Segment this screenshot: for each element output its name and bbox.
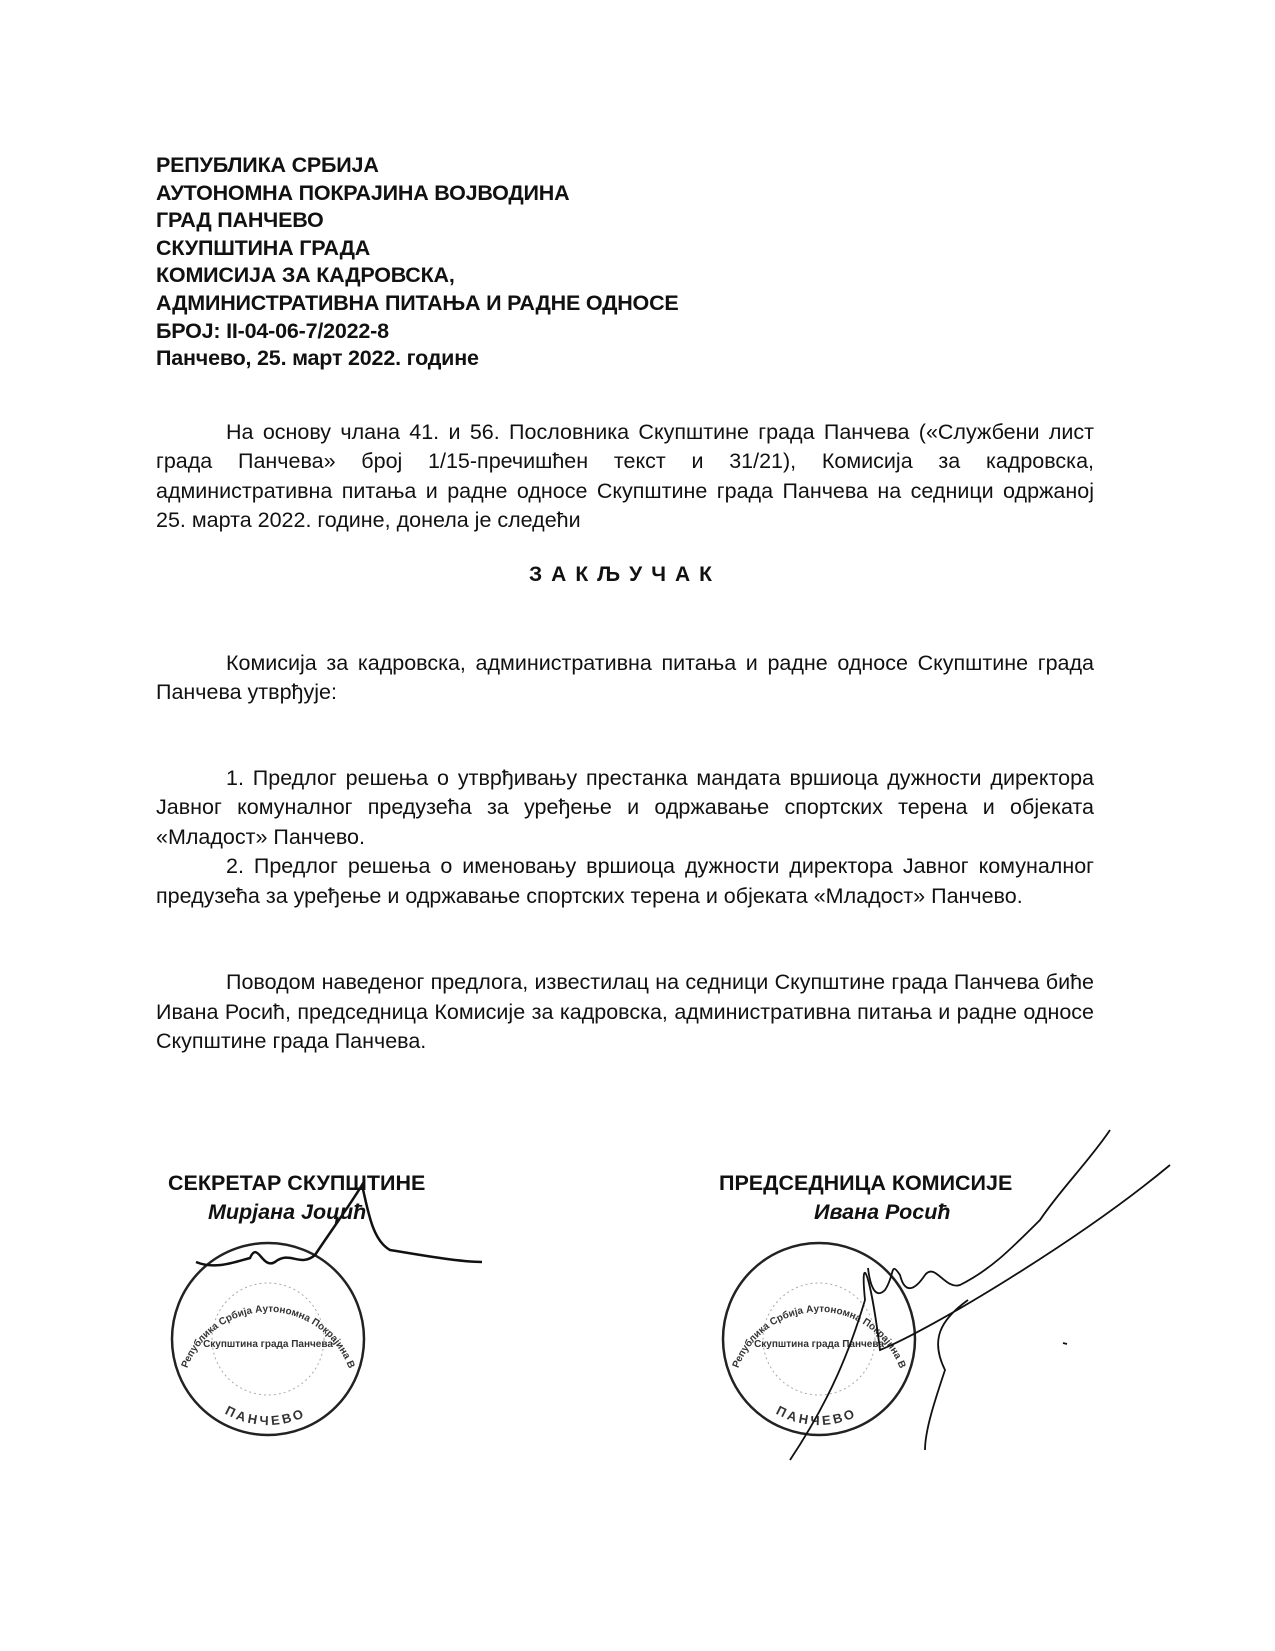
header-line: СКУПШТИНА ГРАДА (156, 235, 371, 260)
header-line: РЕПУБЛИКА СРБИЈА (156, 153, 379, 177)
official-seal-right (715, 1230, 919, 1439)
svg-text:ПАНЧЕВО (223, 1402, 308, 1428)
seal-text: Скупштина града Панчева (754, 1338, 884, 1350)
list-item-text: 1. Предлог решења о утврђивању престанка мандата вршиоца дужности директора Јавног комуналног предузећа за уређење и одржавање спортских терена и објеката «Младост» Панчево. (156, 765, 1094, 849)
list-item (156, 764, 1094, 853)
preamble-text: На основу члана 41. и 56. Пословника Скупштине града Панчева («Службени лист града Панчева» број 1/15-пречишћен текст и 31/21), Комисија за кадровска, административна питања и радне односе Скупштине града Панчева на седници одржаној 25. марта 2022. године, донела је следећи (156, 419, 1094, 533)
seal-text: Република Србија Аутономна Покрајина Војводина (715, 1230, 908, 1370)
signatory-name: Мирјана Јоцић (208, 1199, 367, 1224)
header-line: ГРАД ПАНЧЕВО (156, 208, 324, 233)
list-item-text: 2. Предлог решења о именовању вршиоца дужности директора Јавног комуналног предузећа за уређење и одржавање спортских терена и објеката «Младост» Панчево. (156, 854, 1094, 908)
preamble-paragraph (156, 418, 1094, 536)
signatory-role: ПРЕДСЕДНИЦА КОМИСИЈЕ (719, 1170, 1013, 1195)
document-number: БРОЈ: II-04-06-7/2022-8 (156, 318, 389, 343)
signatory-name: Ивана Росић (814, 1199, 951, 1224)
items-list (156, 764, 1094, 912)
svg-text:ПАНЧЕВО (774, 1402, 859, 1428)
statement-text: Комисија за кадровска, административна питања и радне односе Скупштине града Панчева утврђује: (156, 650, 1094, 705)
signature-block-secretary (164, 1169, 426, 1439)
header-line: АДМИНИСТРАТИВНА ПИТАЊА И РАДНЕ ОДНОСЕ (156, 290, 679, 315)
header-line: КОМИСИЈА ЗА КАДРОВСКА, (156, 263, 455, 288)
seal-text: ПАНЧЕВО (773, 1402, 860, 1428)
header-line: АУТОНОМНА ПОКРАЈИНА ВОЈВОДИНА (156, 180, 570, 205)
signatory-role: СЕКРЕТАР СКУПШТИНЕ (168, 1170, 426, 1195)
document-header (156, 152, 1094, 373)
document-title: ЗАКЉУЧАК (529, 562, 721, 586)
official-seal-left (164, 1230, 368, 1439)
seal-text: ПАНЧЕВО (222, 1402, 309, 1428)
signature-block-chair (715, 1169, 1013, 1439)
document-date: Панчево, 25. март 2022. године (156, 346, 479, 371)
closing-paragraph (156, 968, 1094, 1057)
seal-text: Скупштина града Панчева (203, 1338, 333, 1350)
statement-paragraph (156, 649, 1094, 708)
signatures-row (156, 1169, 1094, 1499)
list-item (156, 852, 1094, 911)
closing-text: Поводом наведеног предлога, известилац на седници Скупштине града Панчева биће Ивана Росић, председница Комисије за кадровска, административна питања и радне односе Скупштине града Панчева. (156, 970, 1094, 1054)
seal-text: Република Србија Аутономна Покрајина Војводина (164, 1230, 357, 1370)
document-body (156, 152, 1094, 1499)
